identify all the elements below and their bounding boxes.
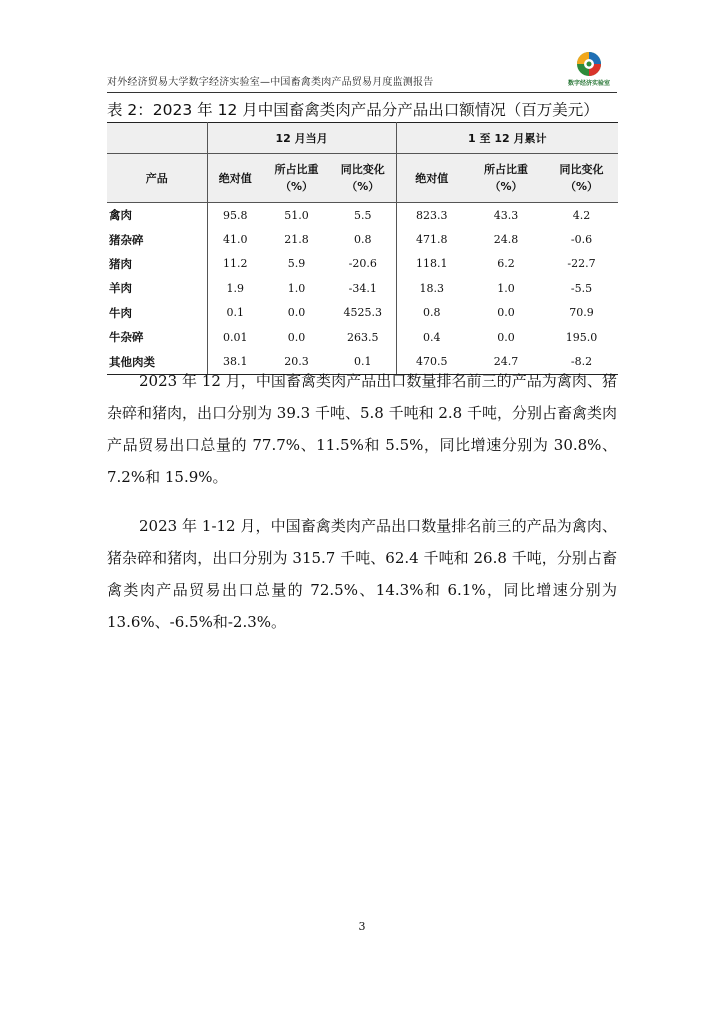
cell-month-share: 0.0	[287, 330, 306, 344]
cell-month-share: 51.0	[284, 208, 309, 222]
group-header-row	[107, 123, 618, 154]
cell-year-yoy: 4.2	[572, 208, 591, 222]
table-row	[107, 227, 618, 251]
col-header-yoy-line1: 同比变化	[559, 163, 604, 176]
col-header-year-share	[467, 154, 545, 203]
col-header-share-line2: （%）	[279, 180, 314, 193]
cell-month-value: 0.01	[223, 330, 248, 344]
col-header-yoy-line2: （%）	[565, 180, 599, 193]
group-header-month: 12 月当月	[207, 123, 396, 154]
cell-year-share: 24.8	[493, 233, 519, 247]
cell-year-value: 18.3	[419, 281, 445, 295]
cell-year-value: 118.1	[416, 257, 448, 271]
cell-product: 羊肉	[107, 276, 207, 300]
table-row	[107, 276, 618, 300]
group-header-spacer	[107, 123, 207, 154]
cell-month-yoy: 0.8	[330, 227, 396, 251]
cell-year-yoy: -5.5	[570, 281, 593, 295]
cell-month-value: 41.0	[223, 233, 248, 247]
cell-product: 猪肉	[107, 252, 207, 276]
table-row	[107, 203, 618, 228]
cell-product: 禽肉	[107, 203, 207, 228]
cell-month-yoy: 263.5	[330, 325, 396, 349]
col-header-product: 产品	[107, 154, 207, 203]
cell-year-share: 6.2	[497, 257, 515, 271]
cell-month-value: 1.9	[226, 281, 244, 295]
cell-product: 猪杂碎	[107, 227, 207, 251]
group-header-cumulative: 1 至 12 月累计	[396, 123, 618, 154]
cell-year-yoy: -22.7	[567, 257, 596, 271]
cell-year-value: 471.8	[416, 233, 448, 247]
col-header-share-line1: 所占比重	[274, 163, 319, 176]
cell-month-yoy: 0.1	[330, 349, 396, 374]
col-header-yoy-line2: （%）	[346, 180, 380, 193]
col-header-month-value: 绝对值	[207, 154, 263, 203]
cell-year-yoy: 70.9	[569, 306, 594, 320]
table-row	[107, 252, 618, 276]
cell-year-yoy: -0.6	[570, 233, 593, 247]
col-header-month-share	[263, 154, 330, 203]
col-header-month-yoy	[330, 154, 396, 203]
table-row	[107, 325, 618, 349]
cell-year-share: 0.0	[497, 306, 515, 320]
cell-month-value: 95.8	[223, 208, 248, 222]
cell-month-value: 38.1	[207, 349, 263, 374]
cell-product: 牛杂碎	[107, 325, 207, 349]
cell-month-share: 21.8	[284, 233, 309, 247]
cell-year-share: 24.7	[467, 349, 545, 374]
header-rule	[107, 92, 617, 93]
cell-month-yoy: -34.1	[330, 276, 396, 300]
cell-year-value: 0.4	[423, 330, 441, 344]
cell-year-yoy: -8.2	[545, 349, 618, 374]
cell-month-share: 20.3	[263, 349, 330, 374]
column-header-row	[107, 154, 618, 203]
paragraph-annual: 2023 年 1-12 月，中国畜禽类肉产品出口数量排名前三的产品为禽肉、猪杂碎和猪肉，出口分别为 315.7 千吨、62.4 千吨和 26.8 千吨，分别占畜禽类肉产品贸易出口总量的 72.5%、14.3%和 6.1%，同比增速分别为 13.6%、-6.5%和-2.3%。	[107, 517, 617, 631]
lab-logo	[560, 50, 618, 90]
page-number: 3	[358, 920, 366, 933]
cell-month-share: 5.9	[287, 257, 306, 271]
cell-month-share: 0.0	[287, 306, 306, 320]
lab-logo-icon	[560, 50, 618, 80]
cell-month-value: 11.2	[223, 257, 248, 271]
col-header-year-value: 绝对值	[396, 154, 467, 203]
cell-year-value: 823.3	[416, 208, 448, 222]
cell-month-yoy: -20.6	[330, 252, 396, 276]
cell-year-yoy: 195.0	[565, 330, 598, 344]
col-header-year-yoy	[545, 154, 618, 203]
cell-year-share: 43.3	[493, 208, 519, 222]
cell-year-value: 470.5	[396, 349, 467, 374]
running-header: 对外经济贸易大学数字经济实验室—中国畜禽类肉产品贸易月度监测报告	[107, 77, 434, 88]
table-row	[107, 301, 618, 325]
cell-month-share: 1.0	[287, 281, 306, 295]
cell-month-value: 0.1	[226, 306, 244, 320]
cell-product: 牛肉	[107, 301, 207, 325]
export-table	[107, 122, 618, 375]
cell-year-value: 0.8	[423, 306, 441, 320]
cell-year-share: 1.0	[497, 281, 515, 295]
cell-year-share: 0.0	[497, 330, 515, 344]
col-header-share-line2: （%）	[489, 180, 523, 193]
cell-product: 其他肉类	[107, 349, 207, 374]
table-title: 表 2：2023 年 12 月中国畜禽类肉产品分产品出口额情况（百万美元）	[107, 101, 599, 119]
cell-month-yoy: 5.5	[330, 203, 396, 228]
col-header-share-line1: 所占比重	[484, 163, 529, 176]
logo-caption: 数字经济实验室	[567, 80, 610, 87]
cell-month-yoy: 4525.3	[330, 301, 396, 325]
paragraph-december: 2023 年 12 月，中国畜禽类肉产品出口数量排名前三的产品为禽肉、猪杂碎和猪肉，出口分别为 39.3 千吨、5.8 千吨和 2.8 千吨，分别占畜禽类肉产品贸易出口总量的 77.7%、11.5%和 5.5%，同比增速分别为 30.8%、7.2%和 15.9%。	[107, 372, 617, 486]
col-header-yoy-line1: 同比变化	[340, 163, 385, 176]
